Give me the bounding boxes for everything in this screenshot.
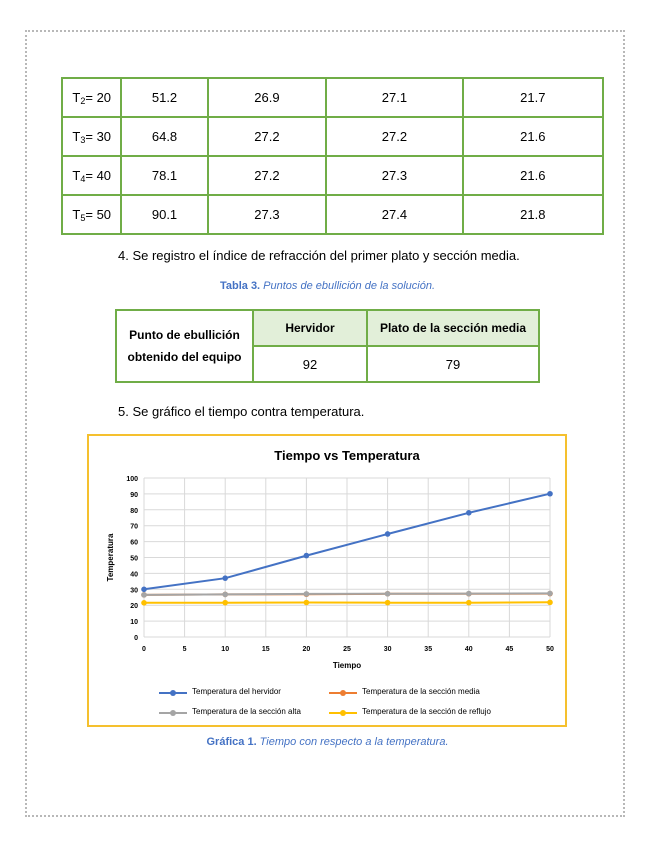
time-label-subscript: 5 [80, 212, 86, 223]
y-tick-label: 80 [130, 507, 138, 515]
y-axis-label: Temperatura [106, 533, 115, 582]
legend-dot-marker [170, 710, 176, 716]
x-axis-label: Tiempo [332, 661, 362, 670]
data-point [385, 600, 391, 606]
data-point [141, 600, 147, 606]
time-label: T [72, 89, 81, 105]
time-label-subscript: 2 [80, 95, 86, 106]
table-3-caption-label: Tabla 3. [219, 280, 261, 292]
table-cell-v4: 21.7 [463, 78, 603, 117]
time-label-value: = 50 [85, 206, 112, 222]
x-tick-label: 45 [505, 646, 514, 653]
step-5-text: 5. Se gráfico el tiempo contra temperatura. [118, 404, 365, 419]
table-cell-v4: 21.6 [463, 156, 603, 195]
table-cell-v4: 21.8 [463, 195, 603, 234]
table-3-caption-text: Puntos de ebullición de la solución. [260, 280, 436, 292]
table-row [62, 78, 603, 117]
y-tick-label: 0 [134, 635, 138, 642]
x-tick-label: 25 [343, 646, 351, 653]
hervidor-value: 92 [253, 346, 367, 382]
data-point [141, 587, 147, 593]
time-label-subscript: 3 [80, 134, 86, 145]
legend-dot-marker [170, 690, 176, 696]
legend-label: Temperatura de la sección media [362, 687, 480, 696]
table-cell-v3: 27.2 [326, 117, 462, 156]
table-cell-v2: 27.2 [208, 156, 327, 195]
table-row [62, 195, 603, 234]
table-cell-v3: 27.3 [326, 156, 462, 195]
temperature-table [61, 77, 604, 235]
data-point [385, 591, 391, 597]
data-point [466, 510, 472, 516]
table-cell-v1: 78.1 [121, 156, 207, 195]
x-tick-label: 30 [383, 646, 392, 653]
time-label: T [72, 206, 81, 222]
y-tick-label: 30 [130, 587, 138, 595]
legend-label: Temperatura del hervidor [192, 687, 281, 696]
data-point [304, 553, 310, 559]
data-point [304, 591, 310, 597]
plato-media-header: Plato de la sección media [367, 310, 539, 346]
time-label-value: = 20 [85, 89, 112, 105]
y-tick-label: 40 [130, 571, 138, 579]
table-row [62, 117, 603, 156]
table-cell-v1: 51.2 [121, 78, 207, 117]
y-tick-label: 10 [130, 619, 138, 627]
data-point [547, 600, 553, 606]
hervidor-header: Hervidor [253, 310, 367, 346]
x-tick-label: 35 [424, 646, 433, 653]
x-tick-label: 20 [302, 646, 311, 653]
line-chart [89, 436, 565, 725]
table-cell-v1: 64.8 [121, 117, 207, 156]
legend-dot-marker [340, 690, 346, 696]
table-cell-v3: 27.4 [326, 195, 462, 234]
data-point [222, 575, 228, 581]
table-cell-v1: 90.1 [121, 195, 207, 234]
x-tick-label: 10 [221, 646, 230, 653]
y-tick-label: 50 [130, 555, 138, 563]
y-tick-label: 70 [130, 523, 138, 531]
plato-media-value: 79 [367, 346, 539, 382]
figure-1-caption-label: Gráfica 1. [206, 736, 257, 748]
time-label-subscript: 4 [80, 173, 86, 184]
x-tick-label: 5 [182, 646, 187, 653]
table-cell-v2: 27.2 [208, 117, 327, 156]
x-tick-label: 40 [464, 646, 473, 653]
x-tick-label: 0 [142, 646, 146, 653]
y-tick-label: 20 [130, 603, 138, 611]
boiling-point-table [115, 309, 540, 383]
time-label: T [72, 167, 81, 183]
boiling-row-header: Punto de ebullición obtenido del equipo [116, 310, 253, 382]
table-cell-v3: 27.1 [326, 78, 462, 117]
time-label-value: = 30 [85, 128, 112, 144]
data-point [547, 491, 553, 497]
data-point [547, 591, 553, 597]
chart-title: Tiempo vs Temperatura [274, 448, 420, 463]
figure-1-caption-text: Tiempo con respecto a la temperatura. [256, 736, 449, 748]
series-line [144, 602, 550, 603]
chart-container [87, 434, 567, 727]
time-label-cell [62, 78, 121, 117]
y-tick-label: 90 [130, 491, 138, 499]
data-point [466, 591, 472, 597]
table-cell-v4: 21.6 [463, 117, 603, 156]
table-cell-v2: 27.3 [208, 195, 327, 234]
time-label: T [72, 128, 81, 144]
legend-dot-marker [340, 710, 346, 716]
table-cell-v2: 26.9 [208, 78, 327, 117]
data-point [141, 592, 147, 598]
legend-label: Temperatura de la sección de reflujo [362, 707, 491, 716]
y-tick-label: 100 [126, 476, 138, 483]
data-point [385, 531, 391, 537]
time-label-cell [62, 156, 121, 195]
time-label-value: = 40 [85, 167, 112, 183]
time-label-cell [62, 117, 121, 156]
y-tick-label: 60 [130, 539, 138, 547]
x-tick-label: 15 [261, 646, 270, 653]
step-4-text: 4. Se registro el índice de refracción del primer plato y sección media. [118, 248, 520, 263]
time-label-cell [62, 195, 121, 234]
data-point [222, 600, 228, 606]
figure-1-caption [0, 736, 655, 748]
data-point [466, 600, 472, 606]
data-point [304, 600, 310, 606]
data-point [222, 592, 228, 598]
table-row [62, 156, 603, 195]
x-tick-label: 50 [546, 646, 554, 653]
legend-label: Temperatura de la sección alta [192, 707, 301, 716]
table-3-caption [0, 280, 655, 292]
